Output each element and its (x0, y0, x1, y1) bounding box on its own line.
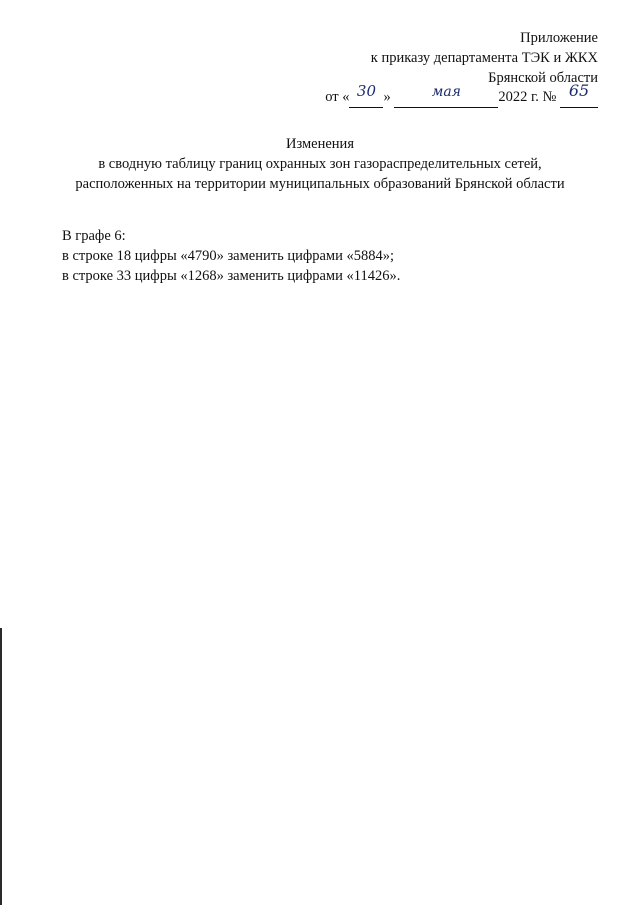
date-prefix: от « (325, 89, 350, 105)
date-month-field (394, 84, 498, 108)
date-month-handwritten: мая (431, 84, 461, 100)
header-order-reference: к приказу департамента ТЭК и ЖКХ (370, 50, 598, 66)
header-appendix-label: Приложение (520, 30, 598, 46)
body-change-item: в строке 33 цифры «1268» заменить цифрами «11426». (62, 268, 401, 284)
title-subject-line-2: расположенных на территории муниципальных образований Брянской области (75, 176, 565, 192)
order-number-handwritten: 65 (568, 81, 590, 100)
date-quote-close: » (383, 89, 391, 105)
title-subject-line-1: в сводную таблицу границ охранных зон газораспределительных сетей, (98, 156, 542, 172)
scan-edge-line (0, 628, 2, 905)
date-day-handwritten: 30 (356, 82, 377, 100)
order-number-field (560, 81, 598, 108)
body-change-item: в строке 18 цифры «4790» заменить цифрами «5884»; (62, 248, 395, 264)
appendix-header (371, 28, 598, 88)
date-day-field (349, 82, 383, 108)
date-year-and-number-label: 2022 г. № (498, 89, 557, 105)
body-intro: В графе 6: (62, 228, 126, 244)
order-date-line (325, 81, 598, 108)
document-title (0, 134, 640, 194)
header-region: Брянской области (488, 70, 598, 86)
title-heading: Изменения (286, 136, 354, 152)
document-body (62, 226, 400, 286)
